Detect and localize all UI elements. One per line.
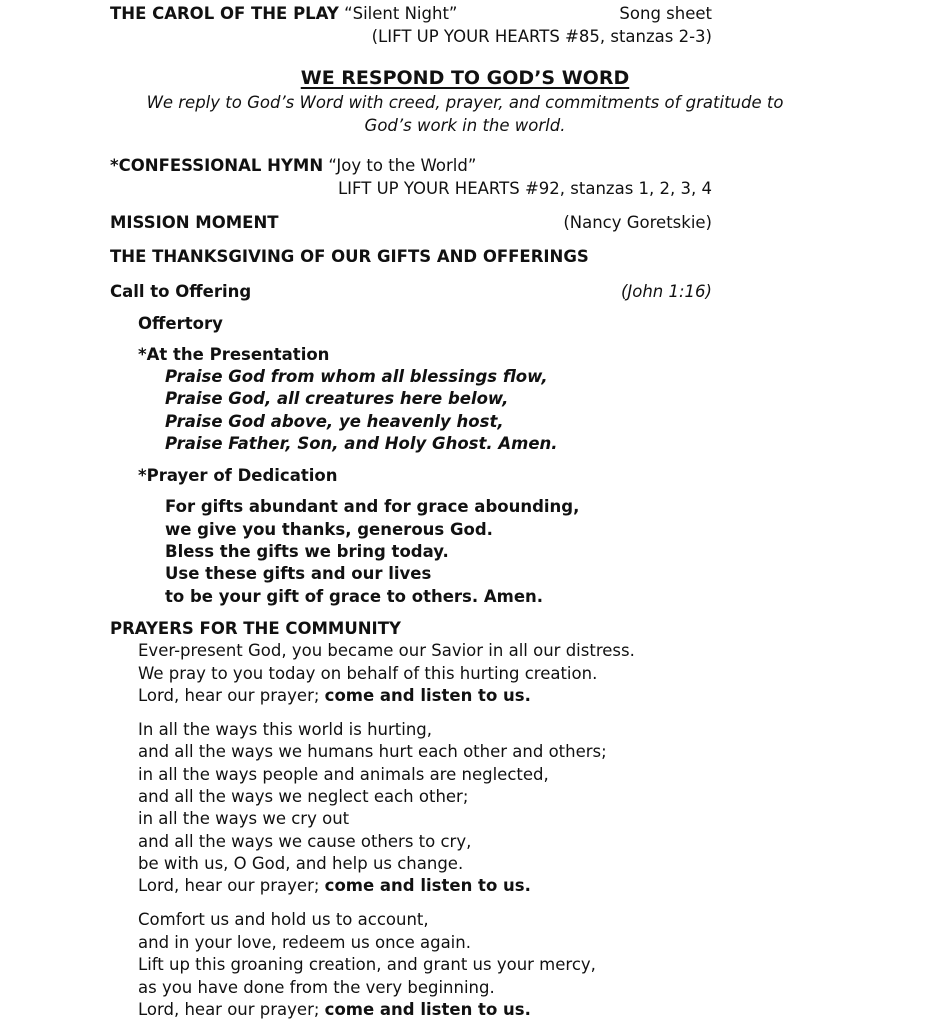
- prayer-line: as you have done from the very beginning.: [138, 978, 495, 997]
- response-lead: Lord, hear our prayer;: [138, 1000, 320, 1019]
- section-heading-text: WE RESPOND TO GOD’S WORD: [300, 67, 630, 89]
- dedication-line: we give you thanks, generous God.: [165, 520, 493, 539]
- doxology-line: Praise God above, ye heavenly host,: [165, 412, 504, 431]
- prayer-line: in all the ways we cry out: [138, 809, 350, 828]
- call-to-offering-reference: (John 1:16): [620, 282, 712, 301]
- response-lead: Lord, hear our prayer;: [138, 686, 320, 705]
- section-heading: [0, 67, 930, 89]
- prayer-line: Ever-present God, you became our Savior in all our distress.: [138, 641, 635, 660]
- doxology-line: Praise Father, Son, and Holy Ghost. Amen.: [165, 434, 558, 453]
- doxology-line: Praise God from whom all blessings flow,: [165, 367, 548, 386]
- carol-label: THE CAROL OF THE PLAY: [110, 4, 339, 23]
- mission-label: MISSION MOMENT: [110, 213, 279, 232]
- doxology-line: Praise God, all creatures here below,: [165, 389, 509, 408]
- call-to-offering-label: Call to Offering: [110, 282, 252, 301]
- hymn-reference: LIFT UP YOUR HEARTS #92, stanzas 1, 2, 3, 4: [337, 179, 712, 198]
- response-text: come and listen to us.: [324, 876, 531, 895]
- section-description-2: God’s work in the world.: [364, 116, 566, 135]
- dedication-line: to be your gift of grace to others. Amen.: [165, 587, 544, 606]
- prayer-line: and all the ways we neglect each other;: [138, 787, 469, 806]
- prayer-line: be with us, O God, and help us change.: [138, 854, 464, 873]
- prayer-response: [138, 685, 531, 707]
- hymn-title: “Joy to the World”: [328, 156, 477, 175]
- offertory-label: Offertory: [138, 314, 223, 333]
- presentation-label: *At the Presentation: [138, 345, 330, 364]
- prayer-line: Lift up this groaning creation, and grant us your mercy,: [138, 955, 596, 974]
- dedication-line: For gifts abundant and for grace abounding,: [165, 497, 580, 516]
- prayer-line: We pray to you today on behalf of this hurting creation.: [138, 664, 598, 683]
- carol-line: [110, 3, 457, 25]
- section-description-1: We reply to God’s Word with creed, prayer, and commitments of gratitude to: [146, 93, 784, 112]
- carol-reference: (LIFT UP YOUR HEARTS #85, stanzas 2-3): [371, 27, 712, 46]
- prayers-label: PRAYERS FOR THE COMMUNITY: [110, 619, 401, 638]
- hymn-label: *CONFESSIONAL HYMN: [110, 156, 324, 175]
- response-text: come and listen to us.: [324, 1000, 531, 1019]
- prayer-line: and all the ways we cause others to cry,: [138, 832, 472, 851]
- carol-title: “Silent Night”: [344, 4, 458, 23]
- dedication-line: Use these gifts and our lives: [165, 564, 432, 583]
- prayer-line: and all the ways we humans hurt each other and others;: [138, 742, 607, 761]
- prayer-line: Comfort us and hold us to account,: [138, 910, 429, 929]
- response-text: come and listen to us.: [324, 686, 531, 705]
- response-lead: Lord, hear our prayer;: [138, 876, 320, 895]
- mission-leader: (Nancy Goretskie): [563, 213, 712, 232]
- prayer-response: [138, 875, 531, 897]
- dedication-label: *Prayer of Dedication: [138, 466, 338, 485]
- prayer-line: in all the ways people and animals are neglected,: [138, 765, 549, 784]
- prayer-line: In all the ways this world is hurting,: [138, 720, 433, 739]
- hymn-line: [110, 155, 476, 177]
- thanksgiving-label: THE THANKSGIVING OF OUR GIFTS AND OFFERINGS: [110, 247, 589, 266]
- dedication-line: Bless the gifts we bring today.: [165, 542, 449, 561]
- prayer-line: and in your love, redeem us once again.: [138, 933, 471, 952]
- prayer-response: [138, 999, 531, 1021]
- carol-source: Song sheet: [619, 4, 712, 23]
